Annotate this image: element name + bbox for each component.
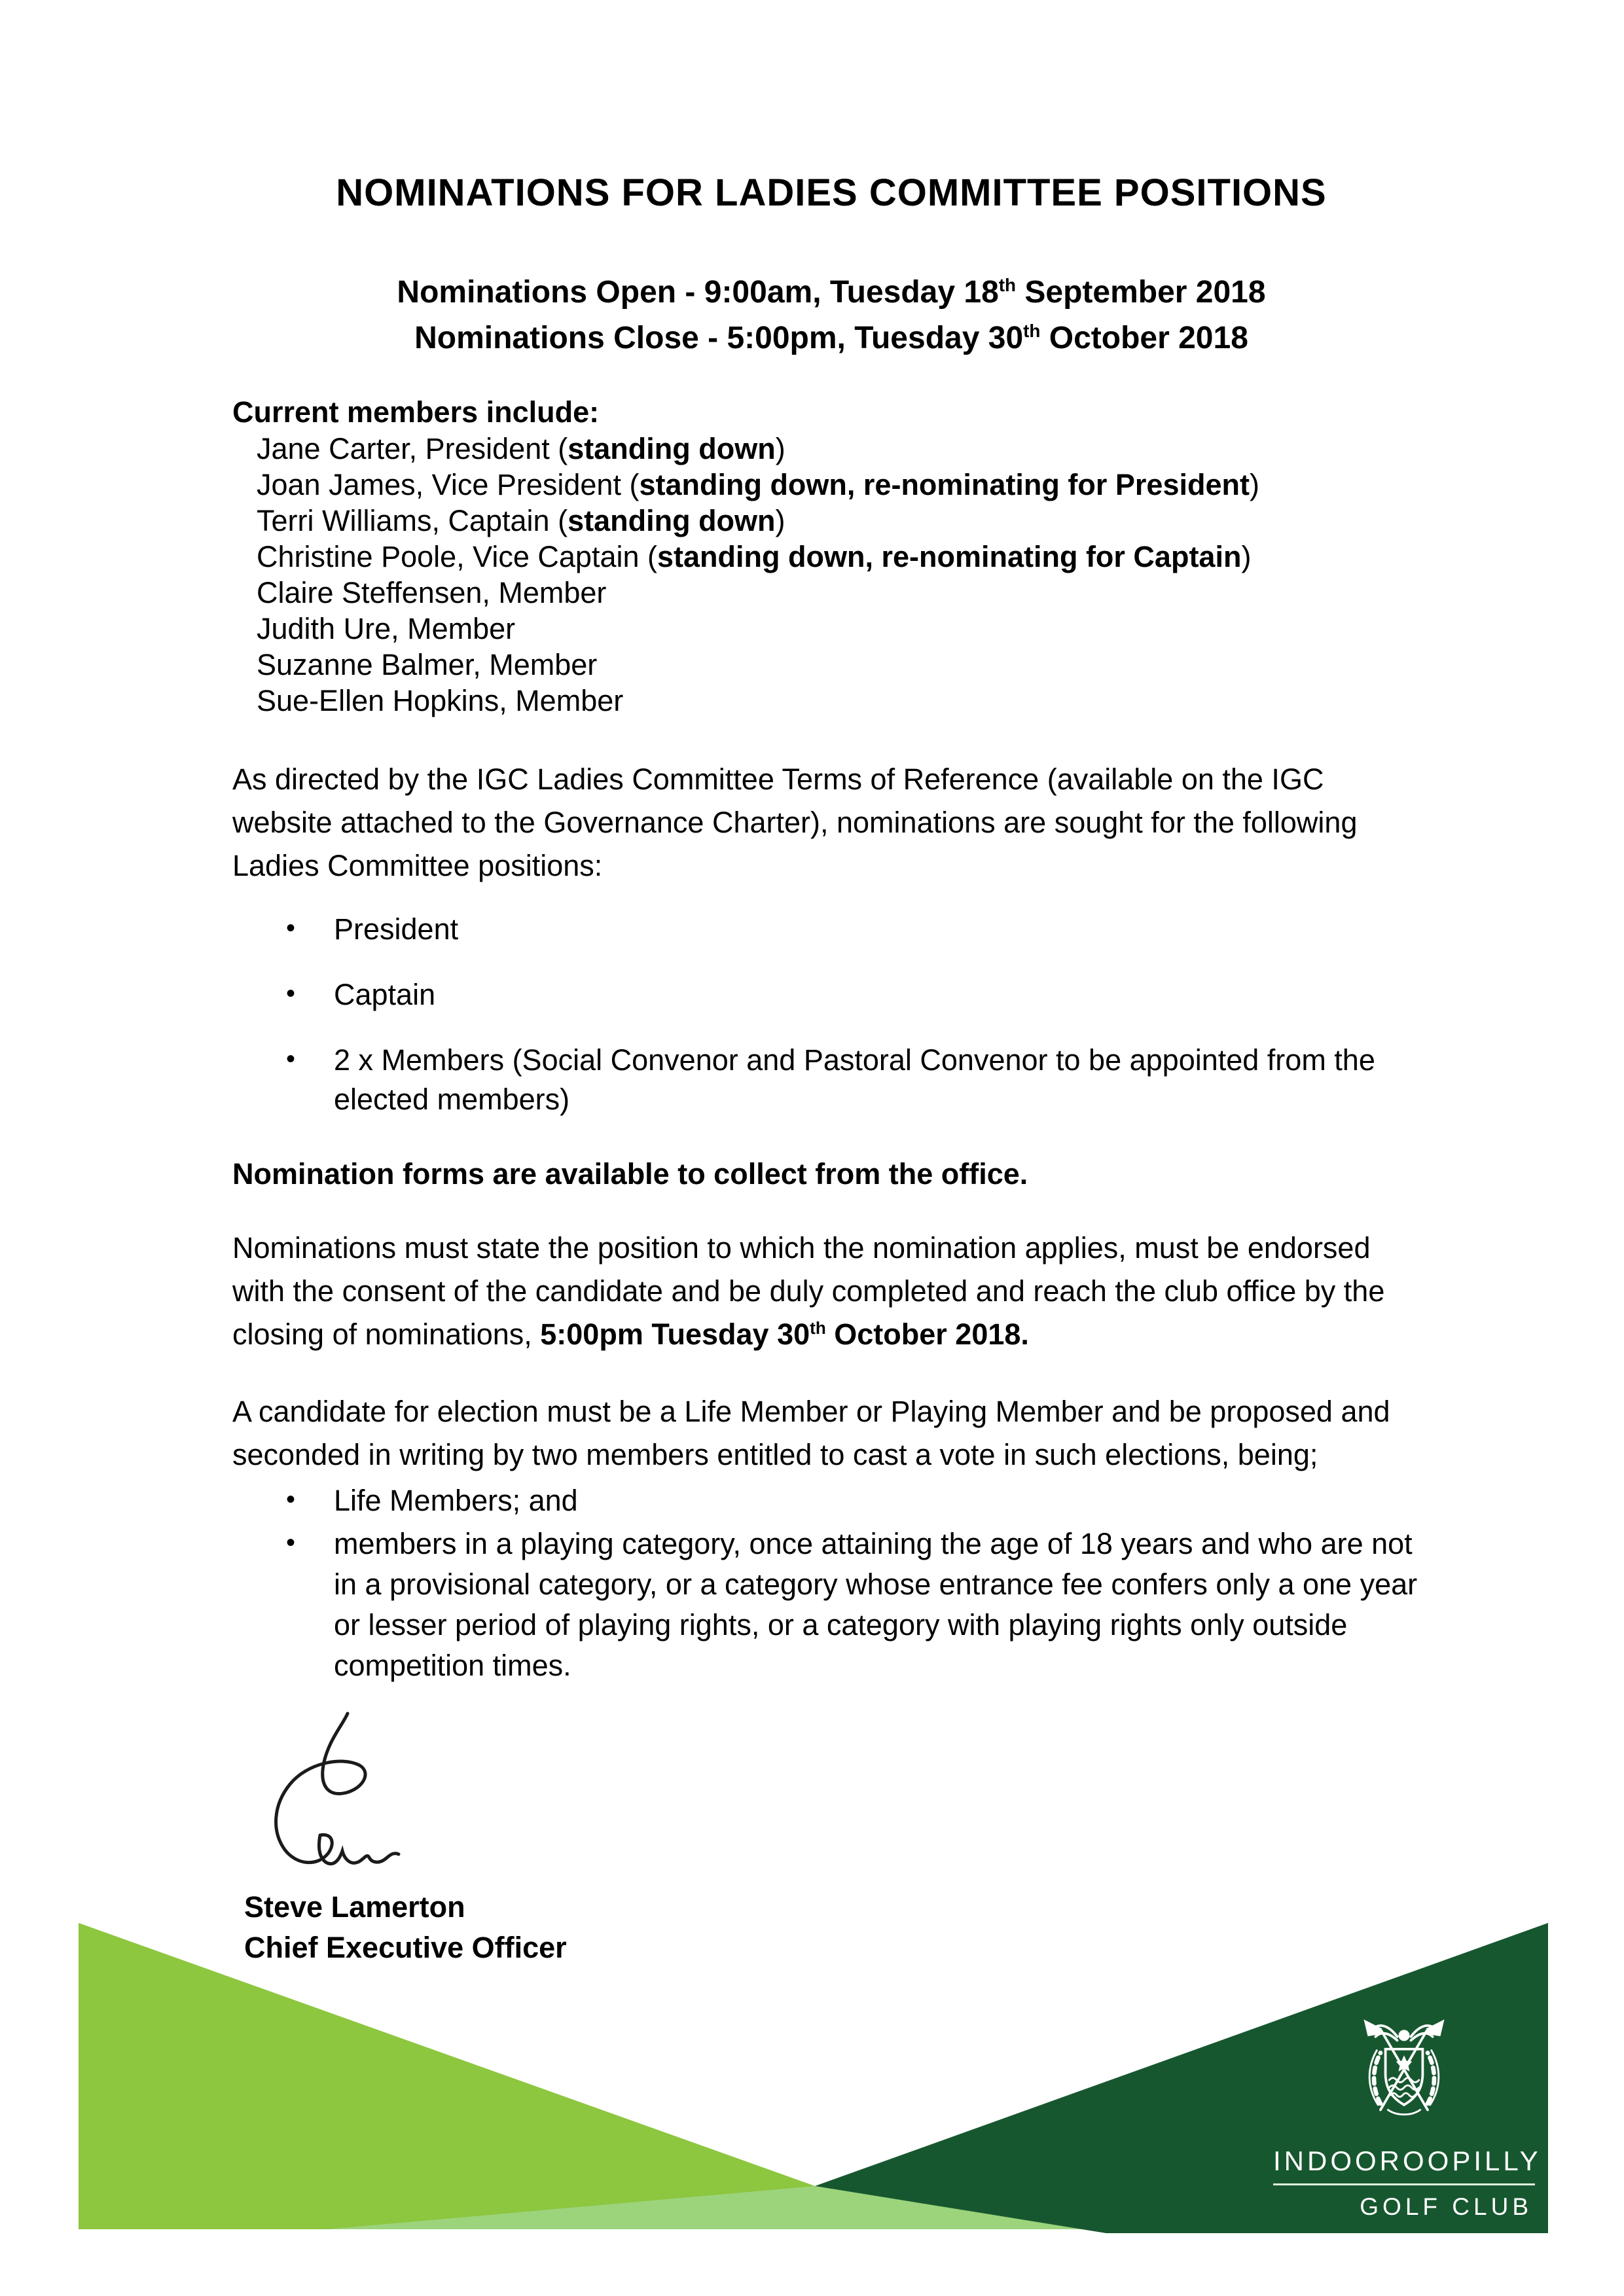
list-item (232, 975, 1430, 1014)
list-item: Sue-Ellen Hopkins, Member (257, 684, 624, 717)
bullet-icon: • (286, 1045, 296, 1073)
bullet-text: President (334, 912, 459, 946)
list-item (232, 1480, 1430, 1521)
list-item (232, 1524, 1430, 1686)
bullet-text: members in a playing category, once attaining the age of 18 years and who are not in a provisional category, or a category whose entrance fee confers only a one year or lesser period of playing rights, or a category with playing rights only outside competition times. (334, 1527, 1418, 1682)
list-item (232, 1041, 1430, 1119)
bullet-text: Captain (334, 978, 436, 1011)
positions-bullet-list (232, 910, 1430, 1119)
signatory-role: Chief Executive Officer (244, 1931, 567, 1964)
letter-content (232, 171, 1430, 1968)
footer-triangle-lime (79, 1923, 936, 2229)
logo-divider (1273, 2183, 1535, 2185)
bullet-icon: • (286, 914, 296, 942)
list-item: Claire Steffensen, Member (257, 576, 607, 609)
list-item: Terri Williams, Captain (standing down) (257, 504, 785, 537)
current-members-list (257, 431, 1430, 719)
list-item: Judith Ure, Member (257, 612, 516, 645)
voters-bullet-list (232, 1480, 1430, 1686)
club-sub-label: GOLF CLUB (1360, 2193, 1532, 2220)
intro-paragraph: As directed by the IGC Ladies Committee Terms of Reference (available on the IGC website attached to the Governance Charter), nominations are sought for the following Ladies Committee positions: (232, 762, 1358, 882)
page-title: NOMINATIONS FOR LADIES COMMITTEE POSITIONS (336, 171, 1327, 214)
list-item: Suzanne Balmer, Member (257, 648, 598, 681)
list-item: Jane Carter, President (standing down) (257, 432, 785, 465)
bullet-icon: • (286, 979, 296, 1008)
club-logo (1273, 2011, 1542, 2221)
must-state-paragraph: Nominations must state the position to which the nomination applies, must be endorsed with the consent of the candidate and be duly completed and reach the club office by the closing of nominations, 5:00pm Tuesday 30th October 2018. (232, 1231, 1385, 1351)
nomination-dates (232, 270, 1430, 361)
golf-club-crest-icon (1342, 2011, 1466, 2128)
bullet-text: Life Members; and (334, 1484, 578, 1517)
list-item: Christine Poole, Vice Captain (standing down, re-nominating for Captain) (257, 540, 1252, 573)
signatory-name: Steve Lamerton (244, 1890, 465, 1924)
nominations-open-line: Nominations Open - 9:00am, Tuesday 18th September 2018 (397, 275, 1266, 310)
bullet-icon: • (286, 1485, 296, 1514)
bullet-icon: • (286, 1528, 296, 1557)
nominations-close-line: Nominations Close - 5:00pm, Tuesday 30th October 2018 (414, 321, 1248, 355)
signature-image (244, 1710, 421, 1873)
candidate-paragraph: A candidate for election must be a Life Member or Playing Member and be proposed and seconded in writing by two members entitled to cast a vote in such elections, being; (232, 1395, 1390, 1471)
list-item: Joan James, Vice President (standing down, re-nominating for President) (257, 468, 1259, 501)
bullet-text: 2 x Members (Social Convenor and Pastoral Convenor to be appointed from the elected members) (334, 1043, 1375, 1116)
club-name-label: INDOOROOPILLY (1273, 2145, 1542, 2176)
office-note: Nomination forms are available to collect from the office. (232, 1157, 1028, 1191)
list-item (232, 910, 1430, 949)
current-members-heading: Current members include: (232, 395, 600, 429)
